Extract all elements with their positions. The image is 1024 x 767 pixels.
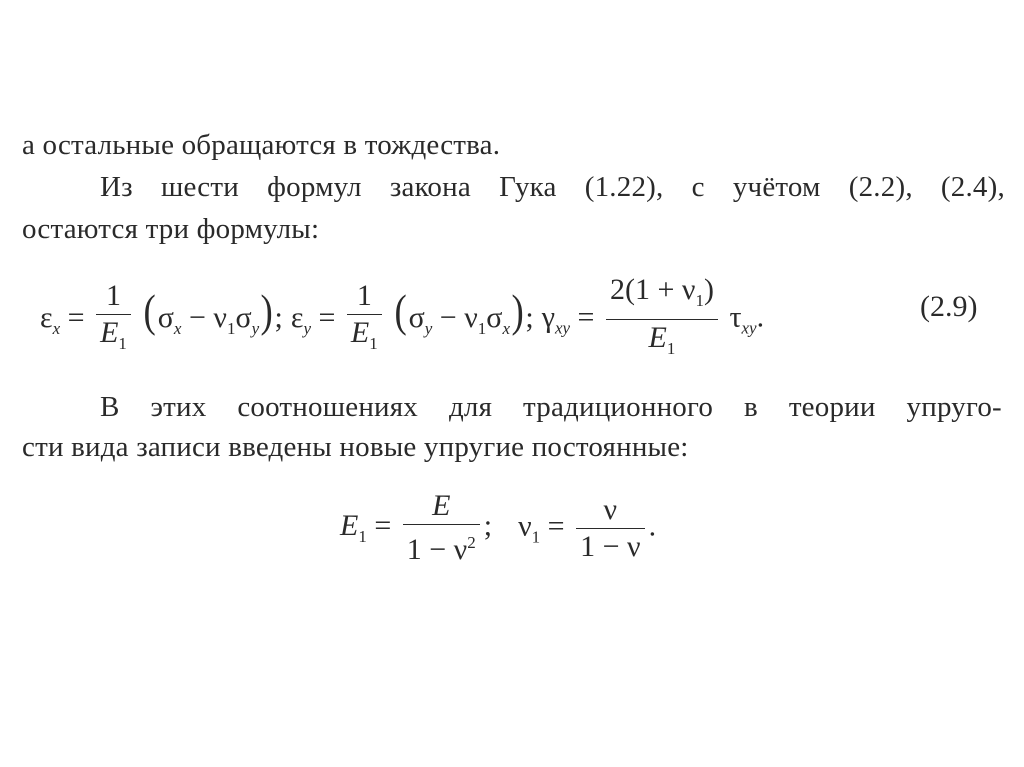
eps-x-sub: x: [52, 318, 61, 338]
eps-x-fraction: [96, 278, 131, 362]
eps-y-sigma-1: σ: [408, 300, 425, 334]
line2-word: Гука: [499, 171, 557, 203]
line2-word: закона: [389, 171, 471, 203]
eps-x-minus: −: [188, 300, 206, 334]
nu1-lhs-sub: 1: [531, 526, 541, 546]
text-line-3: остаются три формулы:: [22, 213, 320, 245]
gamma-symbol: γ: [541, 300, 555, 334]
nu1-frac-den: 1 − ν: [580, 529, 641, 563]
text-line-5: сти вида записи введены новые упругие постоянные:: [22, 431, 689, 463]
eps-x-nu: ν: [213, 300, 227, 334]
eps-y-sigma-2: σ: [486, 300, 503, 334]
eps-y-fraction: [347, 278, 382, 362]
constants-formula: [340, 488, 656, 568]
gamma-end: .: [756, 300, 765, 334]
eps-x-sigma-2-sub: y: [251, 318, 260, 338]
eps-y-sigma-1-sub: y: [424, 318, 433, 338]
line2-word: шести: [160, 171, 239, 203]
eps-x-frac-num: 1: [105, 278, 121, 312]
eps-y-sub: y: [303, 318, 311, 338]
tau-symbol: τ: [729, 300, 742, 334]
eps-y-minus: −: [439, 300, 457, 334]
tau-sub: xy: [741, 318, 757, 338]
line2-word: Из: [100, 171, 133, 203]
line4-word: в: [743, 391, 758, 423]
eps-x-symbol: ε: [40, 300, 53, 334]
e1-frac-num: E: [432, 489, 451, 522]
eps-y-sigma-2-sub: x: [502, 318, 511, 338]
gamma-sub: xy: [554, 318, 571, 338]
line2-word: (1.22),: [584, 171, 664, 203]
e1-frac-den: 1 − ν: [406, 533, 468, 566]
line4-word: для: [448, 391, 493, 423]
eps-y-frac-den: E: [350, 315, 370, 349]
line4-word: этих: [150, 391, 207, 423]
text-line-2: [100, 170, 1005, 204]
line2-word: (2.4),: [940, 171, 1005, 203]
line4-word: соотношениях: [237, 391, 419, 423]
text-line-1: а остальные обращаются в тождества.: [22, 129, 501, 161]
eps-y-frac-num: 1: [356, 278, 372, 312]
text-line-4: [100, 390, 1002, 424]
e1-fraction: [403, 488, 480, 568]
equation-2-9: [40, 272, 764, 367]
line2-word: с: [691, 171, 705, 203]
nu1-fraction: [576, 492, 644, 565]
e1-formula: $E_1$ = $\frac{E}{1 - \nu^2}$ ;: [340, 489, 493, 566]
eps-y-nu-sub: 1: [477, 318, 487, 338]
eps-x-sigma-1-sub: x: [173, 318, 182, 338]
eps-x-sigma-2: σ: [235, 300, 252, 334]
nu1-lhs: ν: [518, 508, 532, 542]
eps-x-nu-sub: 1: [226, 318, 236, 338]
eps-y-symbol: ε: [290, 300, 304, 334]
equation-number: (2.9): [920, 290, 978, 323]
line4-word: теории: [788, 391, 876, 423]
nu1-formula: $\nu_1$ = $\frac{\nu}{1 - \nu}$ .: [518, 492, 657, 563]
eps-x-formula: $\varepsilon_x$ = $\frac{1}{E_1}$ $(\sigma_x - \nu_1\sigma_y)$;: [40, 278, 283, 362]
line2-word: формул: [267, 171, 362, 203]
line2-word: учётом: [732, 171, 821, 203]
nu1-frac-num: ν: [603, 492, 618, 526]
gamma-frac-den: E: [648, 321, 667, 354]
line4-word: упруго-: [906, 391, 1002, 423]
eps-y-nu: ν: [464, 300, 478, 334]
e1-frac-den-sup: 2: [467, 533, 476, 552]
nu1-end: .: [648, 508, 657, 542]
gamma-frac-num: 2(1 + ν: [609, 273, 696, 306]
line4-word: традиционного: [523, 391, 714, 423]
e1-lhs: E: [340, 508, 359, 542]
gamma-frac-num-sub: 1: [695, 291, 704, 310]
gamma-frac-den-sub: 1: [666, 339, 676, 358]
line2-word: (2.2),: [848, 171, 913, 203]
eps-x-sigma-1: σ: [157, 300, 174, 334]
gamma-fraction: [606, 272, 718, 367]
line4-word: В: [100, 391, 120, 423]
gamma-xy-formula: $\gamma_{xy}$ = $\frac{2(1 + \nu_1)}{E_1}$ $\tau_{xy}$.: [542, 272, 764, 367]
eps-y-frac-den-sub: 1: [369, 333, 378, 353]
eps-y-formula: $\varepsilon_y$ = $\frac{1}{E_1}$ $(\sigma_y - \nu_1\sigma_x)$;: [291, 278, 534, 362]
e1-lhs-sub: 1: [358, 526, 367, 546]
eps-x-frac-den: E: [100, 315, 119, 349]
gamma-frac-num-end: ): [703, 273, 714, 306]
eps-x-frac-den-sub: 1: [118, 333, 127, 353]
